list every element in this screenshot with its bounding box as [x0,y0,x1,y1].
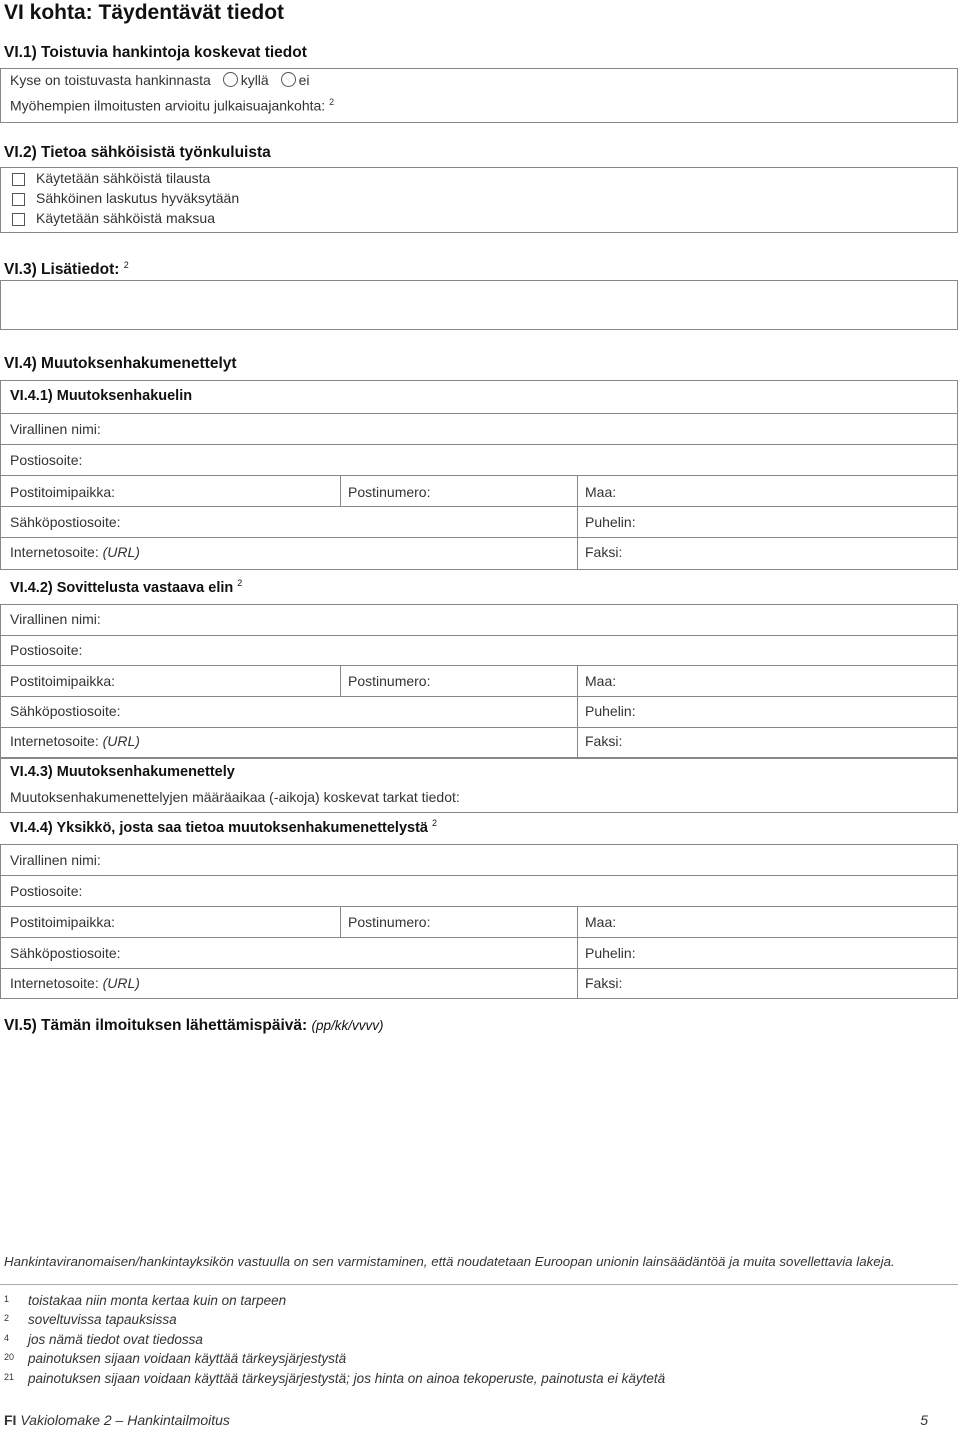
footnote-ref: 2 [123,260,129,270]
e-invoicing-label: Sähköinen laskutus hyväksytään [36,190,240,206]
info-service-title: VI.4.4) Yksikkö, josta saa tietoa muutoksenhakumenettelystä [10,819,428,836]
info-service-box [0,844,958,999]
section-vi1-heading: VI.1) Toistuvia hankintoja koskevat tiedot [4,44,307,61]
rb-web-text: Internetosoite: [10,544,99,560]
page-footer [4,1412,230,1428]
is-email-label: Sähköpostiosoite: [10,945,121,961]
info-service-heading [10,818,437,836]
dispatch-date-title: VI.5) Tämän ilmoituksen lähettämispäivä: [4,1017,308,1034]
is-name-label: Virallinen nimi: [10,852,101,868]
is-address-label: Postiosoite: [10,883,83,899]
footnote-text: painotuksen sijaan voidaan käyttää tärkeysjärjestystä [28,1351,347,1366]
page-title: VI kohta: Täydentävät tiedot [4,1,285,24]
mb-address-label: Postiosoite: [10,642,83,658]
mb-web-label [10,733,140,749]
rb-postcode-label: Postinumero: [348,484,431,500]
is-city-label: Postitoimipaikka: [10,914,116,930]
section-vi4-heading: VI.4) Muutoksenhakumenettelyt [4,355,237,372]
mb-web-url: (URL) [102,733,140,749]
footnote-num: 20 [4,1352,15,1362]
section-vi3-heading [4,260,129,279]
mb-city-label: Postitoimipaikka: [10,673,116,689]
is-phone-label: Puhelin: [585,945,636,961]
radio-no[interactable] [281,72,296,87]
dispatch-date-heading [4,1017,384,1035]
review-procedure-text: Muutoksenhakumenettelyjen määräaikaa (-aikoja) koskevat tarkat tiedot: [10,789,460,805]
is-web-label [10,975,140,991]
recurring-label: Kyse on toistuvasta hankinnasta [10,72,211,88]
footnote-num: 4 [4,1333,10,1343]
footer-form-name: Vakiolomake 2 – Hankintailmoitus [20,1412,230,1428]
mb-phone-label: Puhelin: [585,703,636,719]
rb-email-label: Sähköpostiosoite: [10,514,121,530]
footnote-ref: 2 [329,97,335,107]
footnote-ref: 2 [432,818,438,828]
disclaimer: Hankintaviranomaisen/hankintayksikön vastuulla on sen varmistaminen, että noudatetaan Euroopan unionin lainsäädäntöä ja muita sovellettavia lakeja. [4,1254,895,1269]
rb-phone-label: Puhelin: [585,514,636,530]
mb-email-label: Sähköpostiosoite: [10,703,121,719]
radio-yes[interactable] [223,72,238,87]
radio-no-label: ei [298,72,310,88]
mb-name-label: Virallinen nimi: [10,611,101,627]
page-number: 5 [920,1412,928,1428]
rb-fax-label: Faksi: [585,544,623,560]
mediation-body-heading [10,578,242,596]
section-vi2-heading: VI.2) Tietoa sähköisistä työnkuluista [4,144,271,161]
rb-web-url: (URL) [102,544,140,560]
radio-yes-label: kyllä [240,72,269,88]
mb-web-text: Internetosoite: [10,733,99,749]
is-fax-label: Faksi: [585,975,623,991]
footnote-ref: 2 [237,578,243,588]
rb-name-label: Virallinen nimi: [10,421,101,437]
footnote-text: painotuksen sijaan voidaan käyttää tärkeysjärjestystä; jos hinta on ainoa tekoperuste, painotusta ei käytetä [28,1371,666,1386]
is-web-text: Internetosoite: [10,975,99,991]
is-web-url: (URL) [102,975,140,991]
rb-city-label: Postitoimipaikka: [10,484,116,500]
checkbox-e-invoicing[interactable] [12,193,25,206]
mb-fax-label: Faksi: [585,733,623,749]
footnote-text: soveltuvissa tapauksissa [28,1312,177,1327]
is-postcode-label: Postinumero: [348,914,431,930]
dispatch-date-format: (pp/kk/vvvv) [311,1018,384,1033]
checkbox-e-ordering[interactable] [12,173,25,186]
e-payment-label: Käytetään sähköistä maksua [36,210,215,226]
footnote-num: 1 [4,1294,10,1304]
mb-postcode-label: Postinumero: [348,673,431,689]
footnote-text: toistakaa niin monta kertaa kuin on tarpeen [28,1293,287,1308]
review-procedure-box [0,758,958,813]
review-body-heading: VI.4.1) Muutoksenhakuelin [10,388,193,404]
mediation-body-box [0,604,958,758]
footnote-text: jos nämä tiedot ovat tiedossa [28,1332,203,1347]
additional-info-field[interactable] [0,280,958,330]
footnote-num: 2 [4,1313,10,1323]
rb-web-label [10,544,140,560]
review-procedure-heading: VI.4.3) Muutoksenhakumenettely [10,764,235,780]
next-notice-label: Myöhempien ilmoitusten arvioitu julkaisuajankohta: [10,97,326,114]
mb-country-label: Maa: [585,673,617,689]
footer-lang: FI [4,1412,17,1428]
section-vi3-title: VI.3) Lisätiedot: [4,261,120,279]
rb-country-label: Maa: [585,484,617,500]
next-notice-date [10,97,334,114]
is-country-label: Maa: [585,914,617,930]
recurring-question [10,72,310,88]
footnote-num: 21 [4,1372,15,1382]
checkbox-e-payment[interactable] [12,213,25,226]
mediation-title: VI.4.2) Sovittelusta vastaava elin [10,579,234,596]
e-ordering-label: Käytetään sähköistä tilausta [36,170,211,186]
rb-address-label: Postiosoite: [10,452,83,468]
